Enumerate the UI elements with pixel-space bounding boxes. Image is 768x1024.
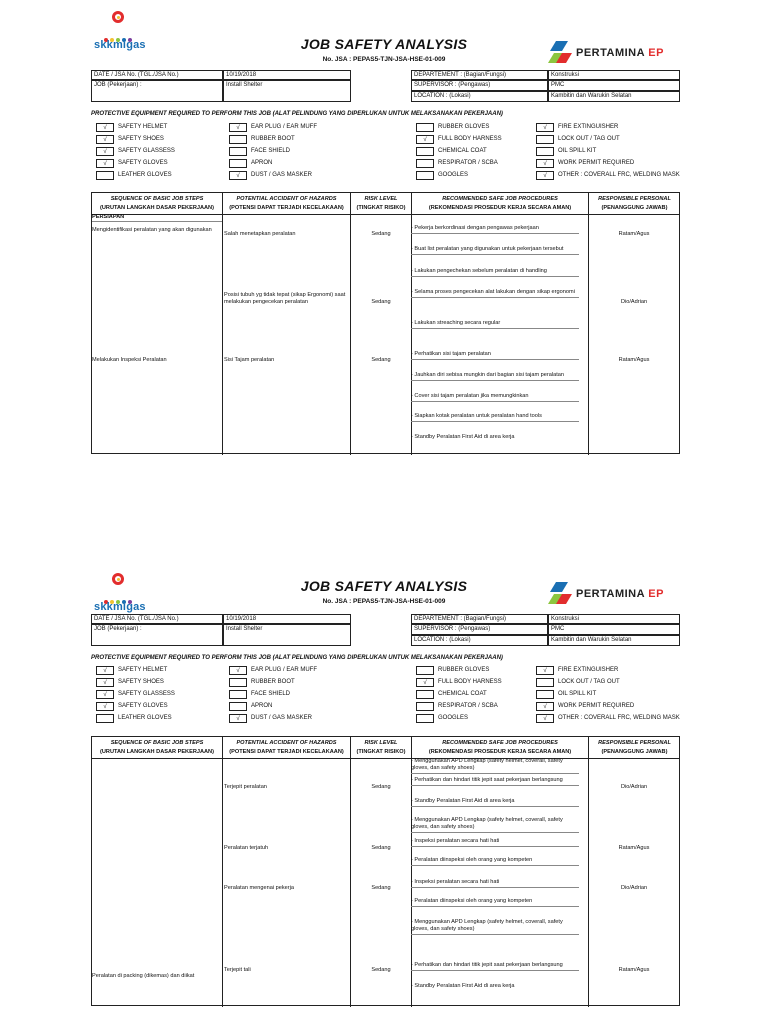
ppe-item-label: OTHER : COVERALL FRC, WELDING MASK (558, 172, 680, 178)
ppe-checkbox: √ (536, 666, 554, 675)
col-head-hazard: POTENTIAL ACCIDENT OF HAZARDS (POTENSI DAPAT TERJADI KECELAKAAN) (223, 193, 351, 215)
ppe-item-label: RUBBER GLOVES (438, 124, 490, 130)
hazard-text: Salah menetapkan peralatan (224, 231, 296, 237)
procedure-item: - Jauhkan diri sebisa mungkin dari bagian sisi tajam peralatan (411, 372, 579, 381)
procedure-item: - Lakukan pengechekan sebelum peralatan di handling (411, 268, 579, 277)
procedure-item: - Lakukan streaching secara regular (411, 320, 579, 329)
col-head-responsible: RESPONSIBLE PERSONAL (PENANGGUNG JAWAB) (589, 193, 680, 215)
date-value: 10/19/2018 (223, 614, 351, 624)
ppe-checkbox: √ (229, 714, 247, 723)
hazard-text: Terjepit peralatan (224, 784, 267, 790)
ppe-item-label: SAFETY GLOVES (118, 160, 168, 166)
pertamina-mark-icon (548, 582, 572, 608)
ppe-checkbox: √ (536, 159, 554, 168)
ppe-checkbox: √ (96, 690, 114, 699)
step-text: Peralatan di packing (dikemas) dan diikat (92, 973, 195, 979)
responsible-person: Ratam/Agus (618, 845, 650, 851)
risk-level: Sedang (371, 845, 391, 851)
procedure-item: - Siapkan kotak peralatan untuk peralatan hand tools (411, 413, 579, 422)
ppe-item-label: FULL BODY HARNESS (438, 136, 502, 142)
hazard-text: Sisi Tajam peralatan (224, 357, 275, 363)
procedure-item: - Buat list peralatan yang digunakan untuk pekerjaan tersebut (411, 246, 579, 255)
ppe-checkbox (536, 135, 554, 144)
ppe-item-label: LOCK OUT / TAG OUT (558, 679, 620, 685)
procedure-item: - Menggunakan APD Lengkap (safety helmet, coverall, safety gloves, dan safety shoes) (411, 919, 579, 935)
ppe-checkbox: √ (536, 171, 554, 180)
ppe-item-label: SAFETY GLOVES (118, 703, 168, 709)
hazard-text: Posisi tubuh yg tidak tepat (sikap Ergonomi) saat melakukan pengecekan peralatan (224, 292, 346, 305)
department-value: Konstruksi (548, 614, 680, 624)
ppe-checkbox (229, 135, 247, 144)
ppe-checkbox (229, 147, 247, 156)
ppe-item-label: RESPIRATOR / SCBA (438, 703, 498, 709)
col-head-hazard: POTENTIAL ACCIDENT OF HAZARDS (POTENSI DAPAT TERJADI KECELAKAAN) (223, 737, 351, 759)
date-label: DATE / JSA No. (TGL./JSA No.) (91, 70, 223, 80)
date-value: 10/19/2018 (223, 70, 351, 80)
job-value: Install Shelter (223, 624, 351, 646)
ppe-item-label: FULL BODY HARNESS (438, 679, 502, 685)
procedure-item: - Standby Peralatan First Aid di area kerja (411, 983, 515, 989)
pertamina-ep-logo (548, 580, 688, 610)
ppe-item-label: SAFETY GLASSESS (118, 691, 175, 697)
ppe-item-label: WORK PERMIT REQUIRED (558, 703, 635, 709)
ppe-item-label: RESPIRATOR / SCBA (438, 160, 498, 166)
col-head-sequence: SEQUENCE OF BASIC JOB STEPS (URUTAN LANGKAH DASAR PEKERJAAN) (92, 193, 223, 215)
col-head-risk: RISK LEVEL (TINGKAT RISIKO) (351, 737, 412, 759)
location-value: Kambitin dan Warukin Selatan (548, 635, 680, 646)
responsible-person: Dio/Adrian (620, 299, 648, 305)
ppe-checkbox: √ (536, 702, 554, 711)
procedure-item: - Peralatan diinspeksi oleh orang yang kompeten (411, 898, 579, 907)
department-label: DEPARTEMENT : (Bagian/Fungsi) (411, 70, 548, 80)
risk-level: Sedang (371, 231, 391, 237)
ppe-item-label: RUBBER BOOT (251, 136, 295, 142)
ppe-item-label: FIRE EXTINGUISHER (558, 124, 619, 130)
pertamina-ep-logo (548, 39, 688, 69)
ppe-item-label: OTHER : COVERALL FRC, WELDING MASK (558, 715, 680, 721)
ppe-checkbox (536, 678, 554, 687)
location-label: LOCATION : (Lokasi) (411, 635, 548, 646)
procedure-item: - Inspeksi peralatan secara hati hati (411, 879, 579, 888)
ppe-item-label: RUBBER GLOVES (438, 667, 490, 673)
document-title: JOB SAFETY ANALYSIS (300, 36, 468, 52)
ppe-item-label: EAR PLUG / EAR MUFF (251, 667, 318, 673)
ppe-item-label: OIL SPILL KIT (558, 148, 597, 154)
ppe-checkbox (229, 702, 247, 711)
risk-level: Sedang (371, 967, 391, 973)
risk-level: Sedang (371, 885, 391, 891)
skkmigas-logo-text: skkmigas (94, 39, 146, 51)
ppe-item-label: OIL SPILL KIT (558, 691, 597, 697)
ppe-checkbox (416, 147, 434, 156)
ppe-checkbox (416, 123, 434, 132)
risk-level: Sedang (371, 357, 391, 363)
procedure-item: - Menggunakan APD Lengkap (safety helmet, coverall, safety gloves, dan safety shoes) (411, 758, 579, 774)
ppe-item-label: LEATHER GLOVES (118, 715, 172, 721)
ppe-checkbox: √ (229, 171, 247, 180)
jsa-number: No. JSA : PEPAS5-TJN-JSA-HSE-01-009 (322, 598, 446, 605)
supervisor-value: PMC (548, 624, 680, 635)
ppe-item-label: DUST / GAS MASKER (251, 715, 312, 721)
col-head-risk: RISK LEVEL (TINGKAT RISIKO) (351, 193, 412, 215)
ppe-checkbox: √ (416, 678, 434, 687)
procedure-item: - Perhatikan sisi tajam peralatan (411, 351, 579, 360)
hazard-text: Peralatan mengenai pekerja (224, 885, 294, 891)
ppe-item-label: CHEMICAL COAT (438, 148, 487, 154)
procedure-item: - Standby Peralatan First Aid di area kerja (411, 434, 515, 440)
ppe-item-label: APRON (251, 160, 273, 166)
location-value: Kambitin dan Warukin Selatan (548, 91, 680, 102)
ppe-item-label: SAFETY HELMET (118, 667, 168, 673)
ppe-checkbox (416, 159, 434, 168)
ppe-item-label: LOCK OUT / TAG OUT (558, 136, 620, 142)
hazard-text: Peralatan terjatuh (224, 845, 269, 851)
ppe-item-label: APRON (251, 703, 273, 709)
ppe-checkbox (229, 678, 247, 687)
ppe-item-label: GOOGLES (438, 172, 469, 178)
ppe-checkbox (96, 171, 114, 180)
ppe-checkbox: √ (96, 666, 114, 675)
date-label: DATE / JSA No. (TGL./JSA No.) (91, 614, 223, 624)
ppe-item-label: DUST / GAS MASKER (251, 172, 312, 178)
ppe-item-label: WORK PERMIT REQUIRED (558, 160, 635, 166)
responsible-person: Ratam/Agus (618, 967, 650, 973)
step-text: Melakukan Inspeksi Peralatan (92, 357, 167, 363)
ppe-checkbox: √ (229, 123, 247, 132)
ppe-item-label: SAFETY HELMET (118, 124, 168, 130)
risk-level: Sedang (371, 784, 391, 790)
ppe-checkbox (536, 147, 554, 156)
department-label: DEPARTEMENT : (Bagian/Fungsi) (411, 614, 548, 624)
responsible-person: Ratam/Agus (618, 357, 650, 363)
ppe-item-label: RUBBER BOOT (251, 679, 295, 685)
ppe-checkbox (536, 690, 554, 699)
skkmigas-logo-text: skkmigas (94, 601, 146, 613)
job-label: JOB (Pekerjaan) : (91, 80, 223, 102)
ppe-checkbox: √ (96, 135, 114, 144)
jsa-sheet-2 (0, 543, 768, 1013)
col-head-procedure: RECOMMENDED SAFE JOB PROCEDURES (REKOMENDASI PROSEDUR KERJA SECARA AMAN) (412, 193, 589, 215)
ppe-checkbox (229, 159, 247, 168)
ppe-item-label: SAFETY SHOES (118, 136, 164, 142)
ppe-checkbox: √ (96, 159, 114, 168)
ppe-item-label: GOOGLES (438, 715, 469, 721)
department-value: Konstruksi (548, 70, 680, 80)
responsible-person: Ratam/Agus (618, 231, 650, 237)
col-head-procedure: RECOMMENDED SAFE JOB PROCEDURES (REKOMENDASI PROSEDUR KERJA SECARA AMAN) (412, 737, 589, 759)
procedure-item: - Menggunakan APD Lengkap (safety helmet, coverall, safety gloves, dan safety shoes) (411, 817, 579, 833)
pertamina-logo-text: PERTAMINA EP (576, 588, 664, 600)
hazard-text: Terjepit tali (224, 967, 251, 973)
supervisor-value: PMC (548, 80, 680, 91)
ppe-checkbox (416, 702, 434, 711)
ppe-checkbox: √ (96, 147, 114, 156)
col-head-sequence: SEQUENCE OF BASIC JOB STEPS (URUTAN LANGKAH DASAR PEKERJAAN) (92, 737, 223, 759)
document-title: JOB SAFETY ANALYSIS (300, 578, 468, 594)
ppe-item-label: CHEMICAL COAT (438, 691, 487, 697)
ppe-checkbox: √ (96, 678, 114, 687)
supervisor-label: SUPERVISOR : (Pengawas) (411, 624, 548, 635)
job-label: JOB (Pekerjaan) : (91, 624, 223, 646)
ppe-checkbox (229, 690, 247, 699)
procedure-item: - Cover sisi tajam peralatan jika memungkinkan (411, 393, 579, 402)
ppe-checkbox (416, 171, 434, 180)
ppe-item-label: SAFETY SHOES (118, 679, 164, 685)
procedure-item: - Perhatikan dan hindari titik jepit saat pekerjaan berlangsung (411, 777, 579, 786)
procedure-item: - Peralatan diinspeksi oleh orang yang kompeten (411, 857, 579, 866)
ppe-item-label: SAFETY GLASSESS (118, 148, 175, 154)
supervisor-label: SUPERVISOR : (Pengawas) (411, 80, 548, 91)
procedure-item: - Selama proses pengecekan alat lakukan dengan sikap ergonomi (411, 289, 579, 298)
skkmigas-ring-icon (112, 11, 124, 23)
pertamina-logo-text: PERTAMINA EP (576, 47, 664, 59)
jsa-table (91, 736, 680, 1006)
ppe-checkbox: √ (416, 135, 434, 144)
ppe-checkbox (416, 714, 434, 723)
procedure-item: - Perhatikan dan hindari titik jepit saat pekerjaan berlangsung (411, 962, 579, 971)
ppe-checkbox: √ (536, 123, 554, 132)
procedure-item: - Standby Peralatan First Aid di area kerja (411, 798, 579, 807)
procedure-item: - Inspeksi peralatan secara hati hati (411, 838, 579, 847)
ppe-checkbox: √ (96, 702, 114, 711)
risk-level: Sedang (371, 299, 391, 305)
ppe-checkbox (416, 690, 434, 699)
responsible-person: Dio/Adrian (620, 885, 648, 891)
ppe-heading: PROTECTIVE EQUIPMENT REQUIRED TO PERFORM THIS JOB (ALAT PELINDUNG YANG DIPERLUKAN UNTUK MELAKSANAKAN PEKERJAAN) (91, 655, 503, 661)
responsible-person: Dio/Adrian (620, 784, 648, 790)
job-value: Install Shelter (223, 80, 351, 102)
ppe-item-label: EAR PLUG / EAR MUFF (251, 124, 318, 130)
ppe-item-label: FACE SHIELD (251, 148, 291, 154)
ppe-item-label: FACE SHIELD (251, 691, 291, 697)
ppe-item-label: LEATHER GLOVES (118, 172, 172, 178)
ppe-checkbox: √ (96, 123, 114, 132)
location-label: LOCATION : (Lokasi) (411, 91, 548, 102)
ppe-checkbox (96, 714, 114, 723)
ppe-checkbox (416, 666, 434, 675)
ppe-heading: PROTECTIVE EQUIPMENT REQUIRED TO PERFORM THIS JOB (ALAT PELINDUNG YANG DIPERLUKAN UNTUK MELAKSANAKAN PEKERJAAN) (91, 111, 503, 117)
section-persiapan: PERSIAPAN (92, 214, 222, 222)
jsa-number: No. JSA : PEPAS5-TJN-JSA-HSE-01-009 (322, 56, 446, 63)
procedure-item: - Pekerja berkordinasi dengan pengawas pekerjaan (411, 225, 579, 234)
ppe-checkbox: √ (229, 666, 247, 675)
ppe-item-label: FIRE EXTINGUISHER (558, 667, 619, 673)
ppe-checkbox: √ (536, 714, 554, 723)
pertamina-mark-icon (548, 41, 572, 67)
step-text: Mengidentifikasi peralatan yang akan digunakan (92, 227, 212, 233)
col-head-responsible: RESPONSIBLE PERSONAL (PENANGGUNG JAWAB) (589, 737, 680, 759)
jsa-sheet-1 (0, 0, 768, 470)
